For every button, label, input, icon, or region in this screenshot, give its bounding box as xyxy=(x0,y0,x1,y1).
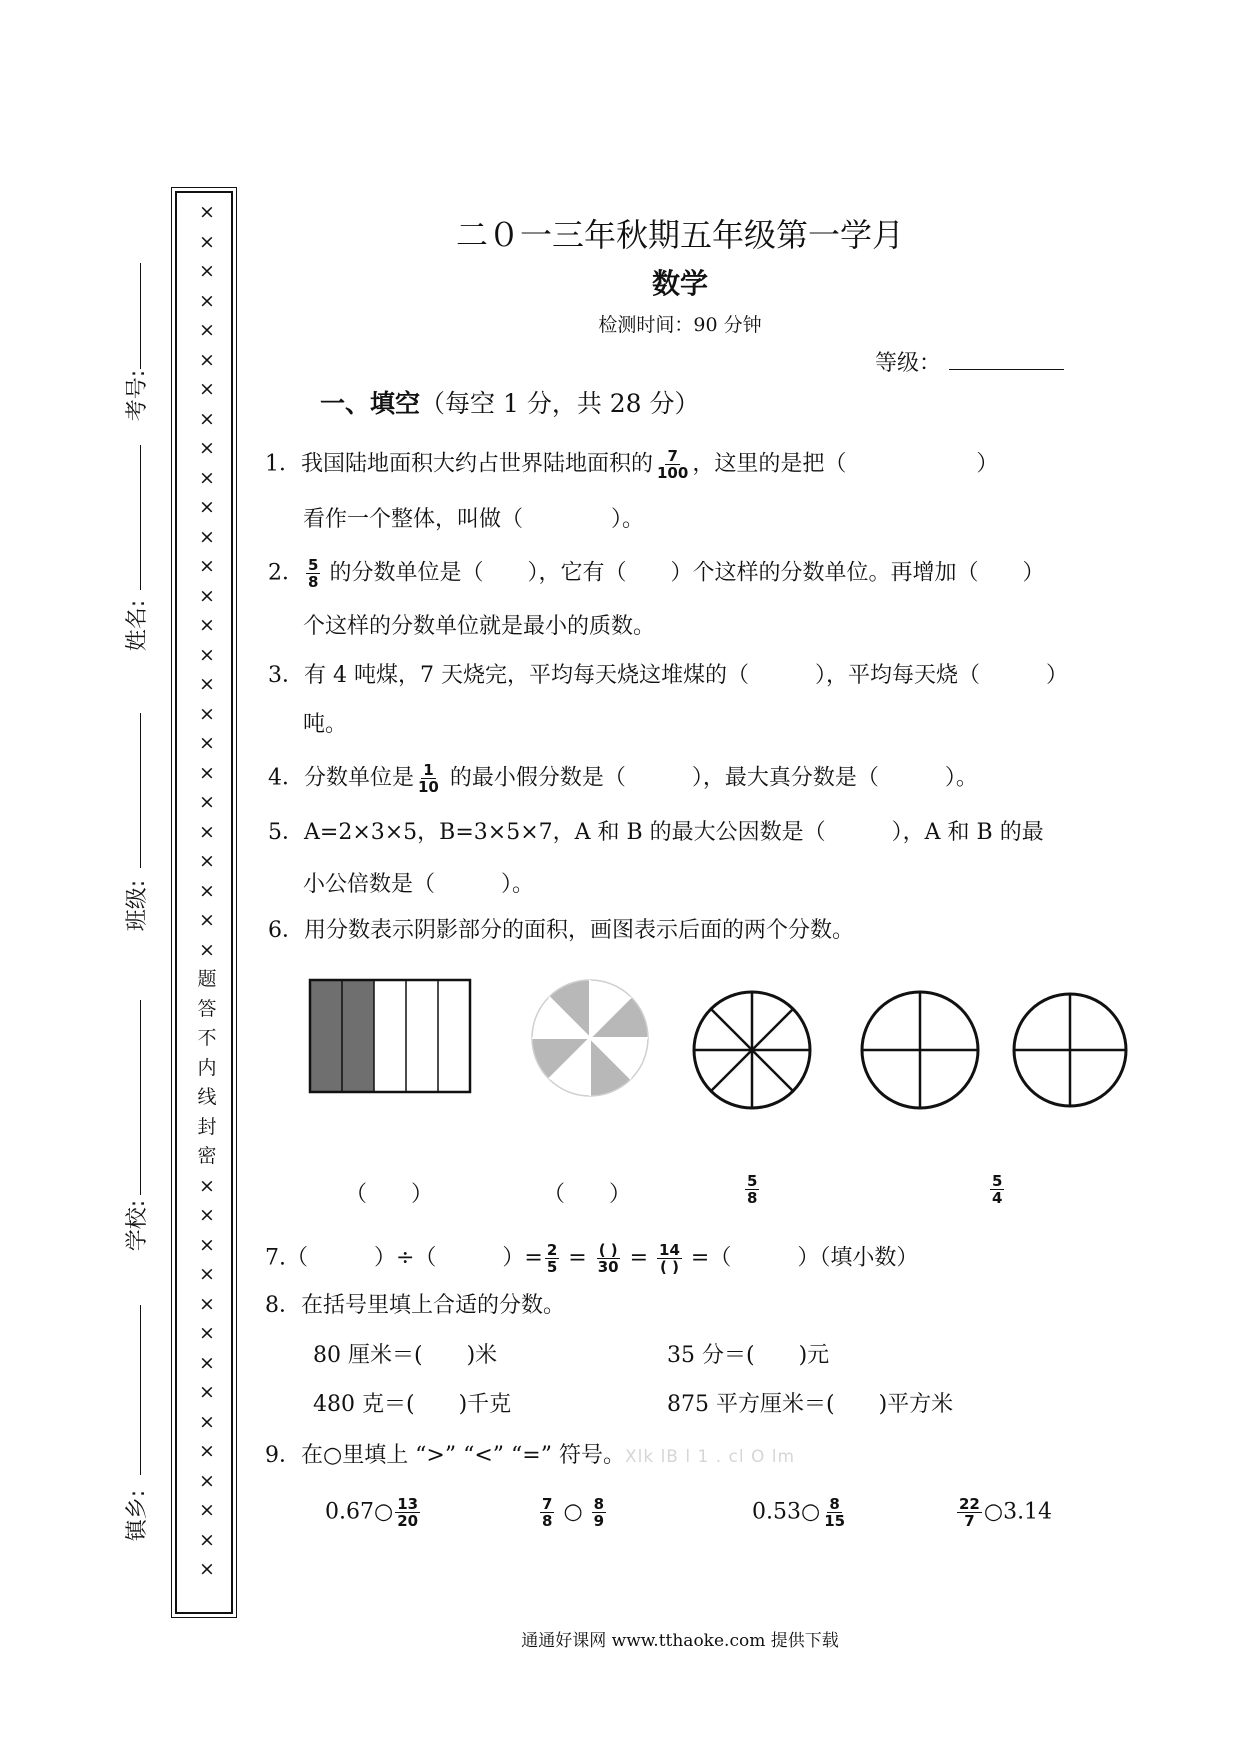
q6-fraction-5-4: $\frac{5}{4}$ xyxy=(992,1172,1003,1207)
pie-slice-shaded xyxy=(590,997,648,1038)
pie-slice-shaded xyxy=(590,1038,631,1096)
grade-label: 等级： xyxy=(875,351,942,376)
q2-fraction: $\frac{5}{8}$ xyxy=(308,556,319,591)
q2-text: 的分数单位是（ ），它有（ ）个这样的分数单位。再增加（ ） xyxy=(329,560,1045,586)
question-8: 8．在括号里填上合适的分数。 xyxy=(265,1293,565,1318)
question-5: 5．A=2×3×5，B=3×5×7，A 和 B 的最大公因数是（ ），A 和 B 的最 xyxy=(268,820,1044,845)
question-3-line2: 吨。 xyxy=(303,712,348,737)
circle-quarters-2[interactable] xyxy=(1014,994,1126,1106)
rect-part-shaded xyxy=(342,980,374,1092)
question-4 xyxy=(268,762,978,795)
circle-eighths[interactable] xyxy=(694,992,810,1108)
grade-blank[interactable] xyxy=(949,349,1064,370)
q9-compare-3: 0.53○ $\frac{8}{15}$ xyxy=(752,1495,846,1530)
grade-field xyxy=(875,346,1064,377)
school-label: 学校: xyxy=(125,1199,151,1252)
question-1-line2: 看作一个整体，叫做（ ）。 xyxy=(303,507,645,532)
class-label: 班级: xyxy=(125,879,151,932)
pie-slice-shaded xyxy=(549,980,590,1038)
shaded-rectangle xyxy=(310,980,470,1092)
question-1 xyxy=(265,448,998,481)
binding-line xyxy=(140,713,141,868)
question-5-line2: 小公倍数是（ ）。 xyxy=(303,872,535,897)
question-6: 6．用分数表示阴影部分的面积，画图表示后面的两个分数。 xyxy=(268,918,854,943)
section-heading xyxy=(320,384,700,420)
binding-line xyxy=(140,1000,141,1195)
binding-line xyxy=(140,445,141,590)
q6-answer-blank-1[interactable]: （ ） xyxy=(345,1182,434,1207)
q1-fraction: $\frac{7}{100}$ xyxy=(657,447,689,482)
exam-no-label: 考号: xyxy=(125,369,151,422)
footer-credit: 通通好课网 www.tthaoke.com 提供下载 xyxy=(521,1631,839,1651)
town-label: 镇乡: xyxy=(125,1489,151,1542)
q8-item-4: 875 平方厘米＝( )平方米 xyxy=(667,1392,954,1417)
q9-text: 9．在○里填上 “>” “<” “=” 符号。 xyxy=(265,1443,625,1468)
q9-compare-1: 0.67○ $\frac{13}{20}$ xyxy=(325,1495,419,1530)
subject-title: 数学 xyxy=(651,267,708,300)
rect-part-shaded xyxy=(310,980,342,1092)
q2-num: 2． xyxy=(268,560,304,586)
q1-text: 1．我国陆地面积大约占世界陆地面积的 xyxy=(265,451,653,477)
watermark-text: Xlk lB l 1 . cl O lm xyxy=(624,1447,796,1467)
q9-compare-2: $\frac{7}{8}$ ○ $\frac{8}{9}$ xyxy=(542,1495,605,1530)
q8-item-3: 480 克＝( )千克 xyxy=(313,1392,512,1417)
q9-compare-4: $\frac{22}{7}$ ○3.14 xyxy=(959,1495,1053,1530)
q7-text: 7.（ ）÷（ ）= xyxy=(265,1245,543,1271)
shaded-circle xyxy=(532,980,648,1096)
q1-text-2: ，这里的是把（ xyxy=(692,451,847,477)
q4-text: 4．分数单位是 xyxy=(268,765,414,791)
question-3: 3．有 4 吨煤，7 天烧完，平均每天烧这堆煤的（ ），平均每天烧（ ） xyxy=(268,663,1068,688)
q4-text-2: 的最小假分数是（ ），最大真分数是（ ）。 xyxy=(449,765,978,791)
section-title: 一、填空 xyxy=(320,389,421,418)
question-2 xyxy=(268,557,1044,590)
q4-fraction: $\frac{1}{10}$ xyxy=(418,761,439,796)
circle-quarters[interactable] xyxy=(862,992,978,1108)
pie-slice-shaded xyxy=(532,1038,590,1079)
name-label: 姓名: xyxy=(125,599,151,652)
page-title: 二０一三年秋期五年级第一学月 xyxy=(455,216,904,254)
question-9 xyxy=(265,1441,795,1472)
q8-item-1: 80 厘米＝( )米 xyxy=(313,1343,498,1368)
question-2-line2: 个这样的分数单位就是最小的质数。 xyxy=(303,614,656,639)
q7-text-2: =（ ）（填小数） xyxy=(690,1245,919,1271)
q8-item-2: 35 分＝( )元 xyxy=(667,1343,830,1368)
q6-figures xyxy=(300,970,1140,1140)
binding-line xyxy=(140,1305,141,1475)
q6-fraction-5-8: $\frac{5}{8}$ xyxy=(747,1172,758,1207)
section-note: （每空 1 分，共 28 分） xyxy=(420,389,700,418)
q6-answer-blank-2[interactable]: （ ） xyxy=(543,1182,632,1207)
q1-paren: ） xyxy=(976,451,999,477)
exam-time: 检测时间：90 分钟 xyxy=(598,314,762,336)
question-7: 7.（ ）÷（ ）= $\frac{2}{5}$ = $\frac{( )}{30}$ = $\frac{14}{( )}$ =（ ）（填小数） xyxy=(265,1241,919,1276)
seal-text: ××××××××××××××××××××××××××题答不内线封密×××××××××××××× xyxy=(197,201,217,1580)
